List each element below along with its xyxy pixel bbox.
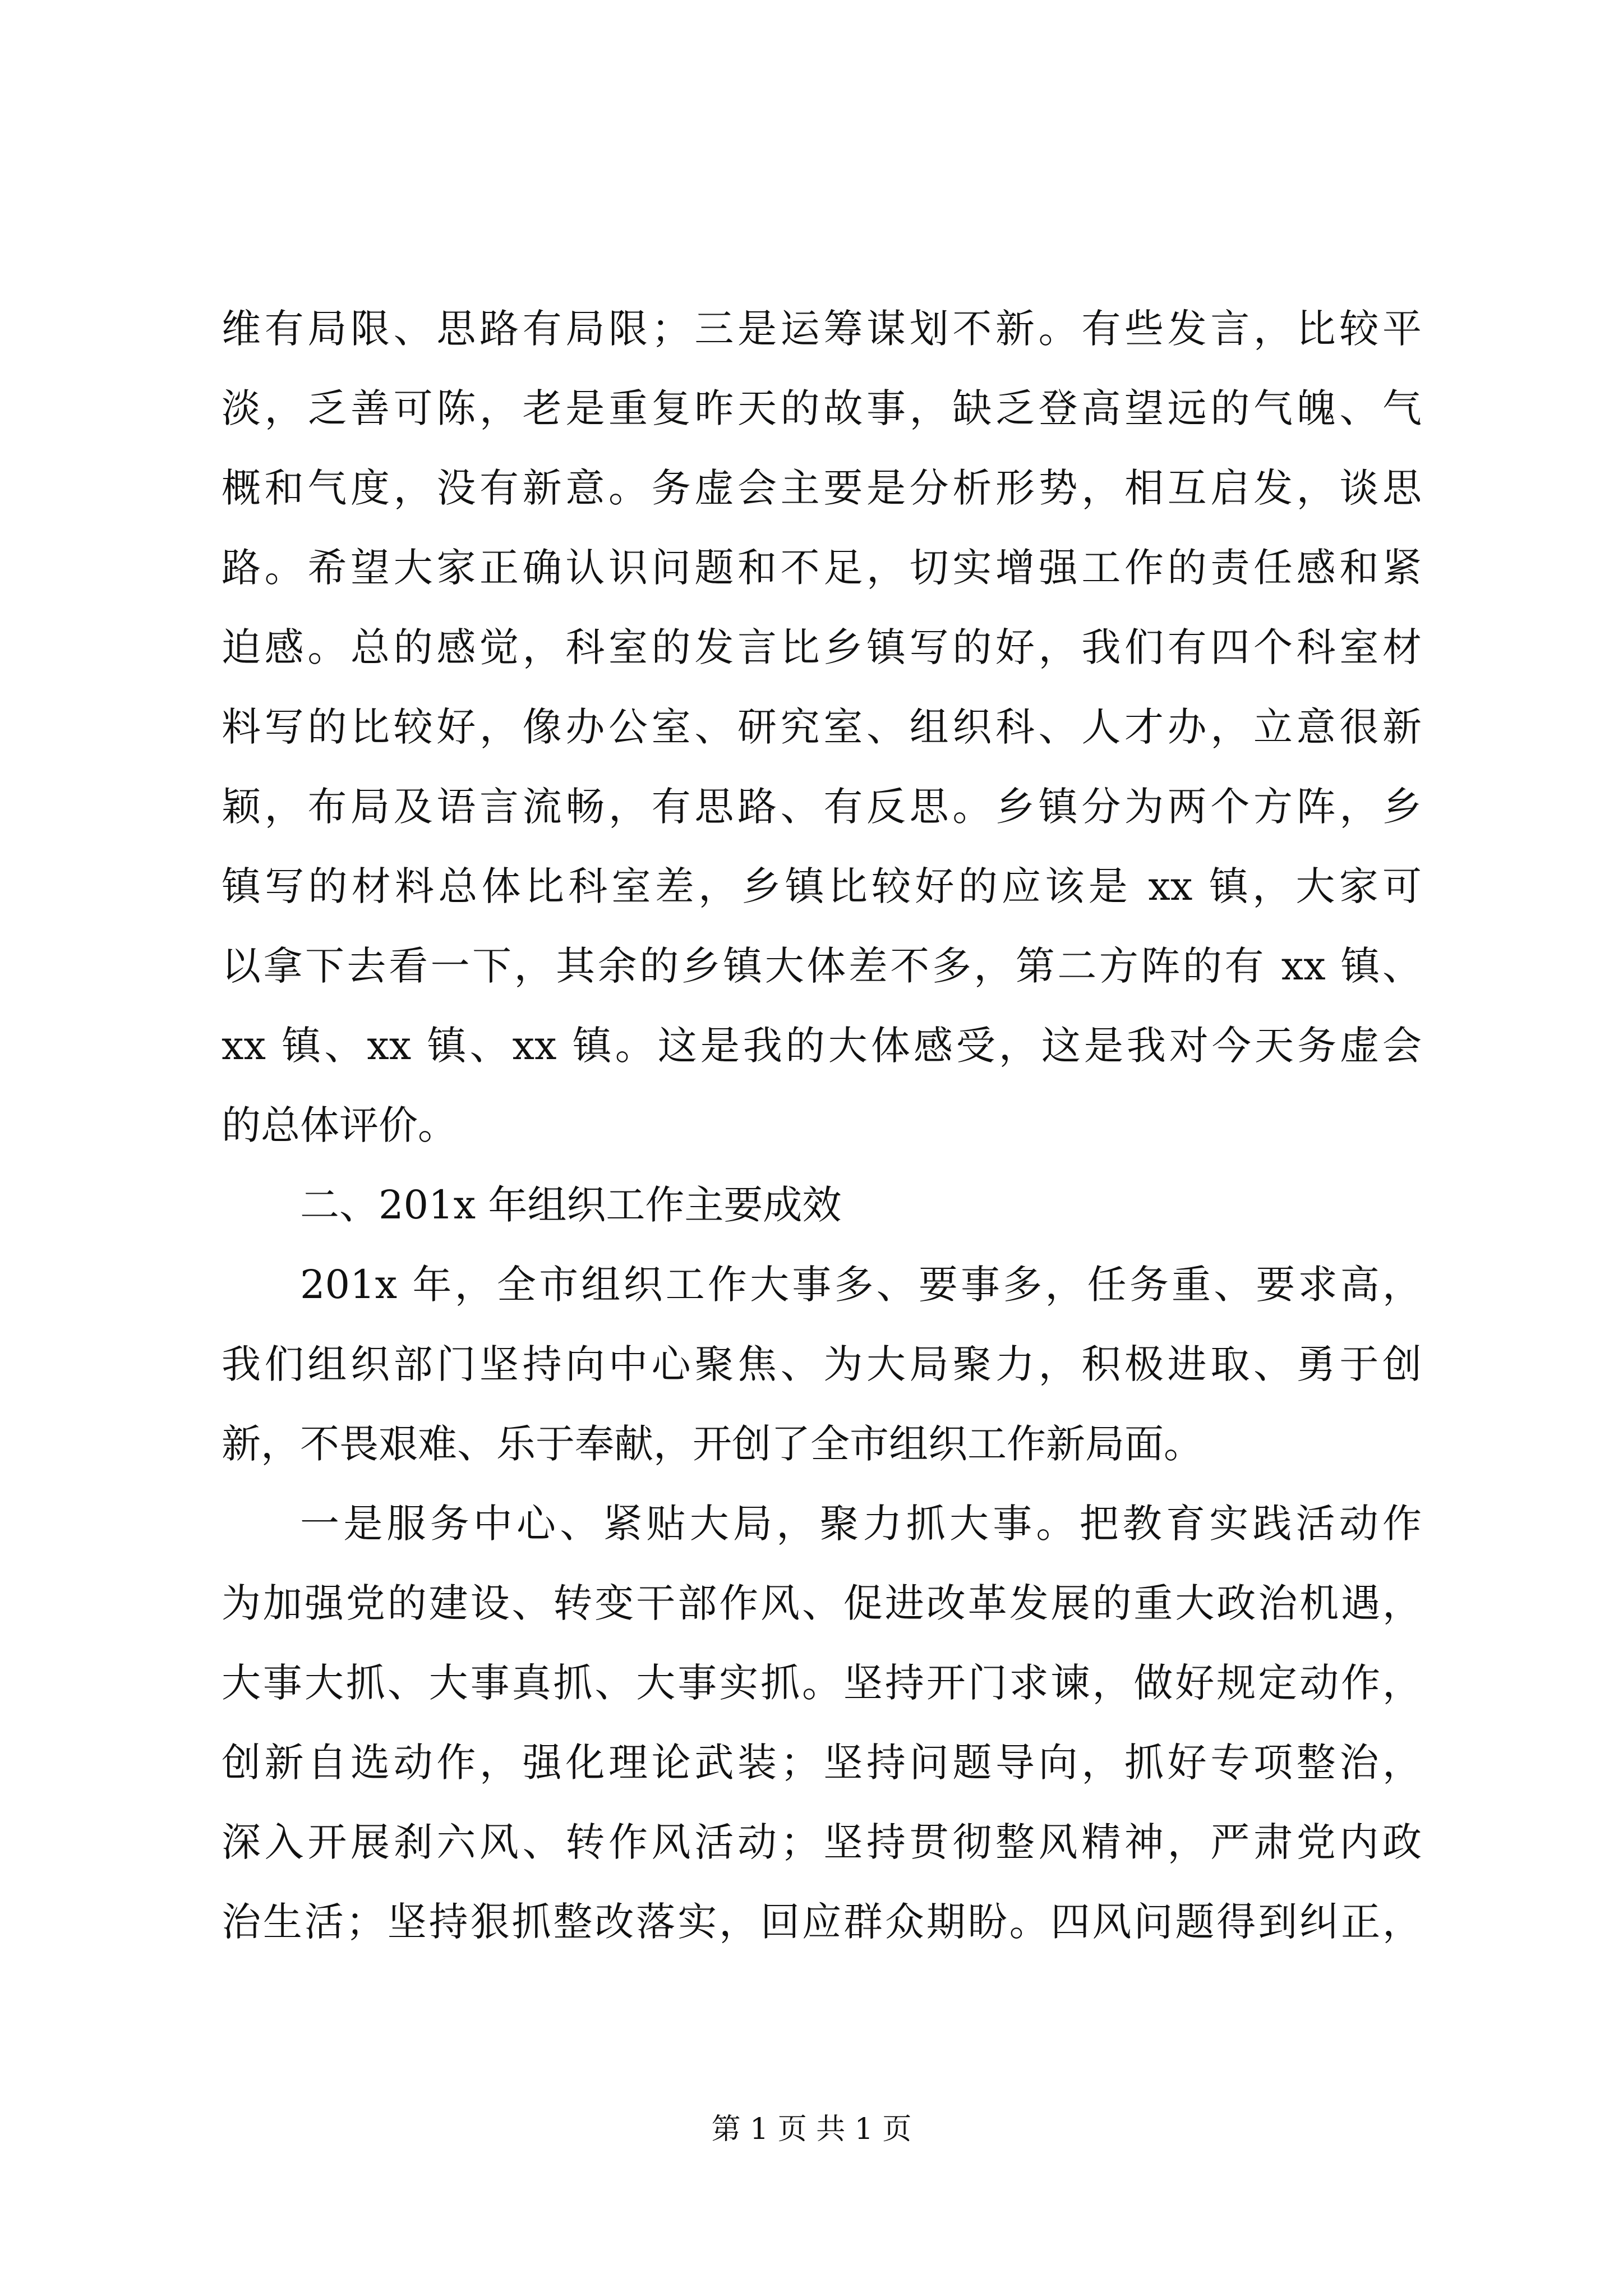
text-line: 迫感。总的感觉，科室的发言比乡镇写的好，我们有四个科室材 <box>222 624 1422 670</box>
section-heading: 二、201x 年组织工作主要成效 <box>300 1182 842 1228</box>
text-line: 大事大抓、大事真抓、大事实抓。坚持开门求谏，做好规定动作， <box>222 1660 1422 1706</box>
text-line: 路。希望大家正确认识问题和不足，切实增强工作的责任感和紧 <box>222 545 1422 591</box>
text-line: 治生活；坚持狠抓整改落实，回应群众期盼。四风问题得到纠正， <box>222 1899 1422 1945</box>
text-line: 为加强党的建设、转变干部作风、促进改革发展的重大政治机遇， <box>222 1580 1422 1626</box>
text-line: 维有局限、思路有局限；三是运筹谋划不新。有些发言，比较平 <box>222 306 1422 352</box>
text-line: 镇写的材料总体比科室差，乡镇比较好的应该是 xx 镇，大家可 <box>222 863 1422 909</box>
text-line: 新，不畏艰难、乐于奉献，开创了全市组织工作新局面。 <box>222 1421 1203 1467</box>
text-line: 以拿下去看一下，其余的乡镇大体差不多，第二方阵的有 xx 镇、 <box>222 943 1422 989</box>
text-line: 创新自选动作，强化理论武装；坚持问题导向，抓好专项整治， <box>222 1740 1422 1786</box>
page-footer: 第 1 页 共 1 页 <box>711 2113 912 2146</box>
text-line: 料写的比较好，像办公室、研究室、组织科、人才办，立意很新 <box>222 704 1422 750</box>
text-line: 201x 年，全市组织工作大事多、要事多，任务重、要求高， <box>300 1262 1422 1308</box>
text-line: xx 镇、xx 镇、xx 镇。这是我的大体感受，这是我对今天务虚会 <box>222 1023 1422 1069</box>
text-line: 颖，布局及语言流畅，有思路、有反思。乡镇分为两个方阵，乡 <box>222 784 1422 830</box>
text-line: 概和气度，没有新意。务虚会主要是分析形势，相互启发，谈思 <box>222 465 1422 511</box>
text-line: 的总体评价。 <box>222 1102 457 1148</box>
text-line: 一是服务中心、紧贴大局，聚力抓大事。把教育实践活动作 <box>300 1501 1422 1547</box>
text-line: 深入开展刹六风、转作风活动；坚持贯彻整风精神，严肃党内政 <box>222 1819 1422 1865</box>
text-line: 淡，乏善可陈，老是重复昨天的故事，缺乏登高望远的气魄、气 <box>222 385 1422 431</box>
text-line: 我们组织部门坚持向中心聚焦、为大局聚力，积极进取、勇于创 <box>222 1341 1422 1387</box>
document-body <box>222 289 1422 1962</box>
